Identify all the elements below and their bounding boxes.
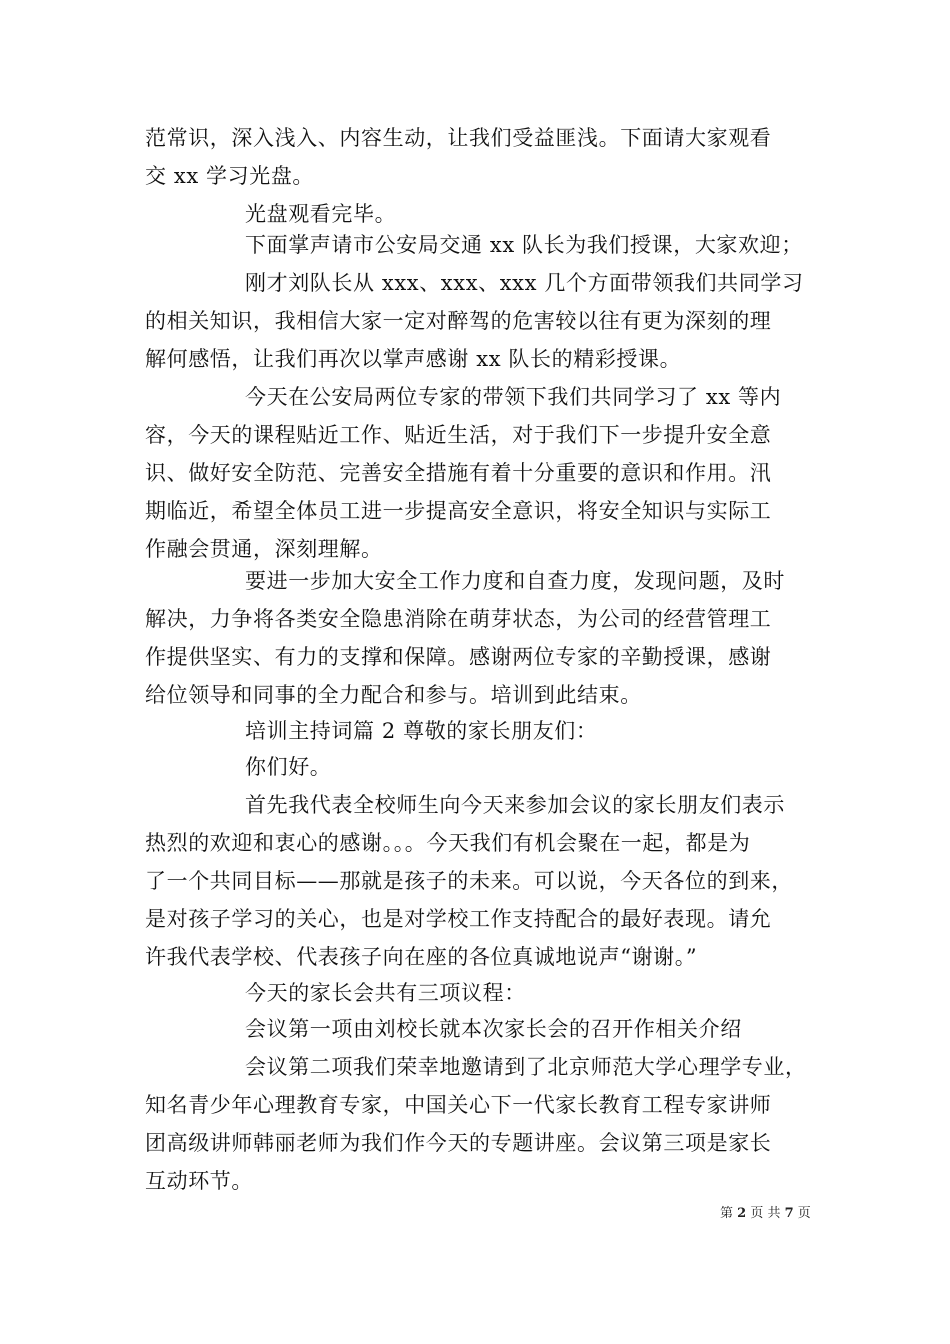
footer-prefix: 第: [720, 1206, 738, 1221]
text-line: 作融会贯通，深刻理解。: [145, 537, 383, 561]
text-line: 你们好。: [245, 755, 332, 779]
text-line: 是对孩子学习的关心，也是对学校工作支持配合的最好表现。请允: [145, 907, 772, 931]
page-number-footer: [720, 1205, 811, 1223]
text-line: 期临近，希望全体员工进一步提高安全意识，将安全知识与实际工: [145, 499, 772, 523]
text-line: 下面掌声请市公安局交通 xx 队长为我们授课，大家欢迎；: [245, 233, 803, 257]
text-line: 给位领导和同事的全力配合和参与。培训到此结束。: [145, 683, 642, 707]
text-line: 知名青少年心理教育专家，中国关心下一代家长教育工程专家讲师: [145, 1093, 772, 1117]
text-line: 了一个共同目标——那就是孩子的未来。可以说，今天各位的到来，: [145, 869, 793, 893]
text-line: 许我代表学校、代表孩子向在座的各位真诚地说声“谢谢。”: [145, 945, 698, 969]
footer-middle: 页 共: [746, 1206, 785, 1221]
text-line: 会议第一项由刘校长就本次家长会的召开作相关介绍: [245, 1017, 742, 1041]
text-line: 热烈的欢迎和衷心的感谢。。。今天我们有机会聚在一起，都是为: [145, 831, 751, 855]
text-line: 首先我代表全校师生向今天来参加会议的家长朋友们表示: [245, 793, 785, 817]
text-line: 容，今天的课程贴近工作、贴近生活，对于我们下一步提升安全意: [145, 423, 772, 447]
text-line: 互动环节。: [145, 1169, 253, 1193]
text-line: 刚才刘队长从 xxx、xxx、xxx 几个方面带领我们共同学习: [245, 271, 804, 295]
text-line: 今天的家长会共有三项议程：: [245, 981, 526, 1005]
text-line: 交 xx 学习光盘。: [145, 164, 315, 188]
text-line: 作提供坚实、有力的支撑和保障。感谢两位专家的辛勤授课，感谢: [145, 645, 772, 669]
text-line: 范常识，深入浅入、内容生动，让我们受益匪浅。下面请大家观看: [145, 126, 772, 150]
text-line: 要进一步加大安全工作力度和自查力度，发现问题，及时: [245, 569, 785, 593]
text-line: 解何感悟，让我们再次以掌声感谢 xx 队长的精彩授课。: [145, 347, 682, 371]
text-line: 团高级讲师韩丽老师为我们作今天的专题讲座。会议第三项是家长: [145, 1131, 772, 1155]
text-line: 光盘观看完毕。: [245, 202, 397, 226]
text-line: 的相关知识，我相信大家一定对醉驾的危害较以往有更为深刻的理: [145, 309, 772, 333]
text-line: 会议第二项我们荣幸地邀请到了北京师范大学心理学专业，: [245, 1055, 807, 1079]
text-line: 培训主持词篇 2 尊敬的家长朋友们：: [245, 719, 598, 743]
text-line: 解决，力争将各类安全隐患消除在萌芽状态，为公司的经营管理工: [145, 607, 772, 631]
footer-suffix: 页: [793, 1206, 811, 1221]
current-page-number: 2: [737, 1206, 747, 1221]
text-line: 识、做好安全防范、完善安全措施有着十分重要的意识和作用。汛: [145, 461, 772, 485]
total-page-count: 7: [784, 1206, 794, 1221]
text-line: 今天在公安局两位专家的带领下我们共同学习了 xx 等内: [245, 385, 782, 409]
